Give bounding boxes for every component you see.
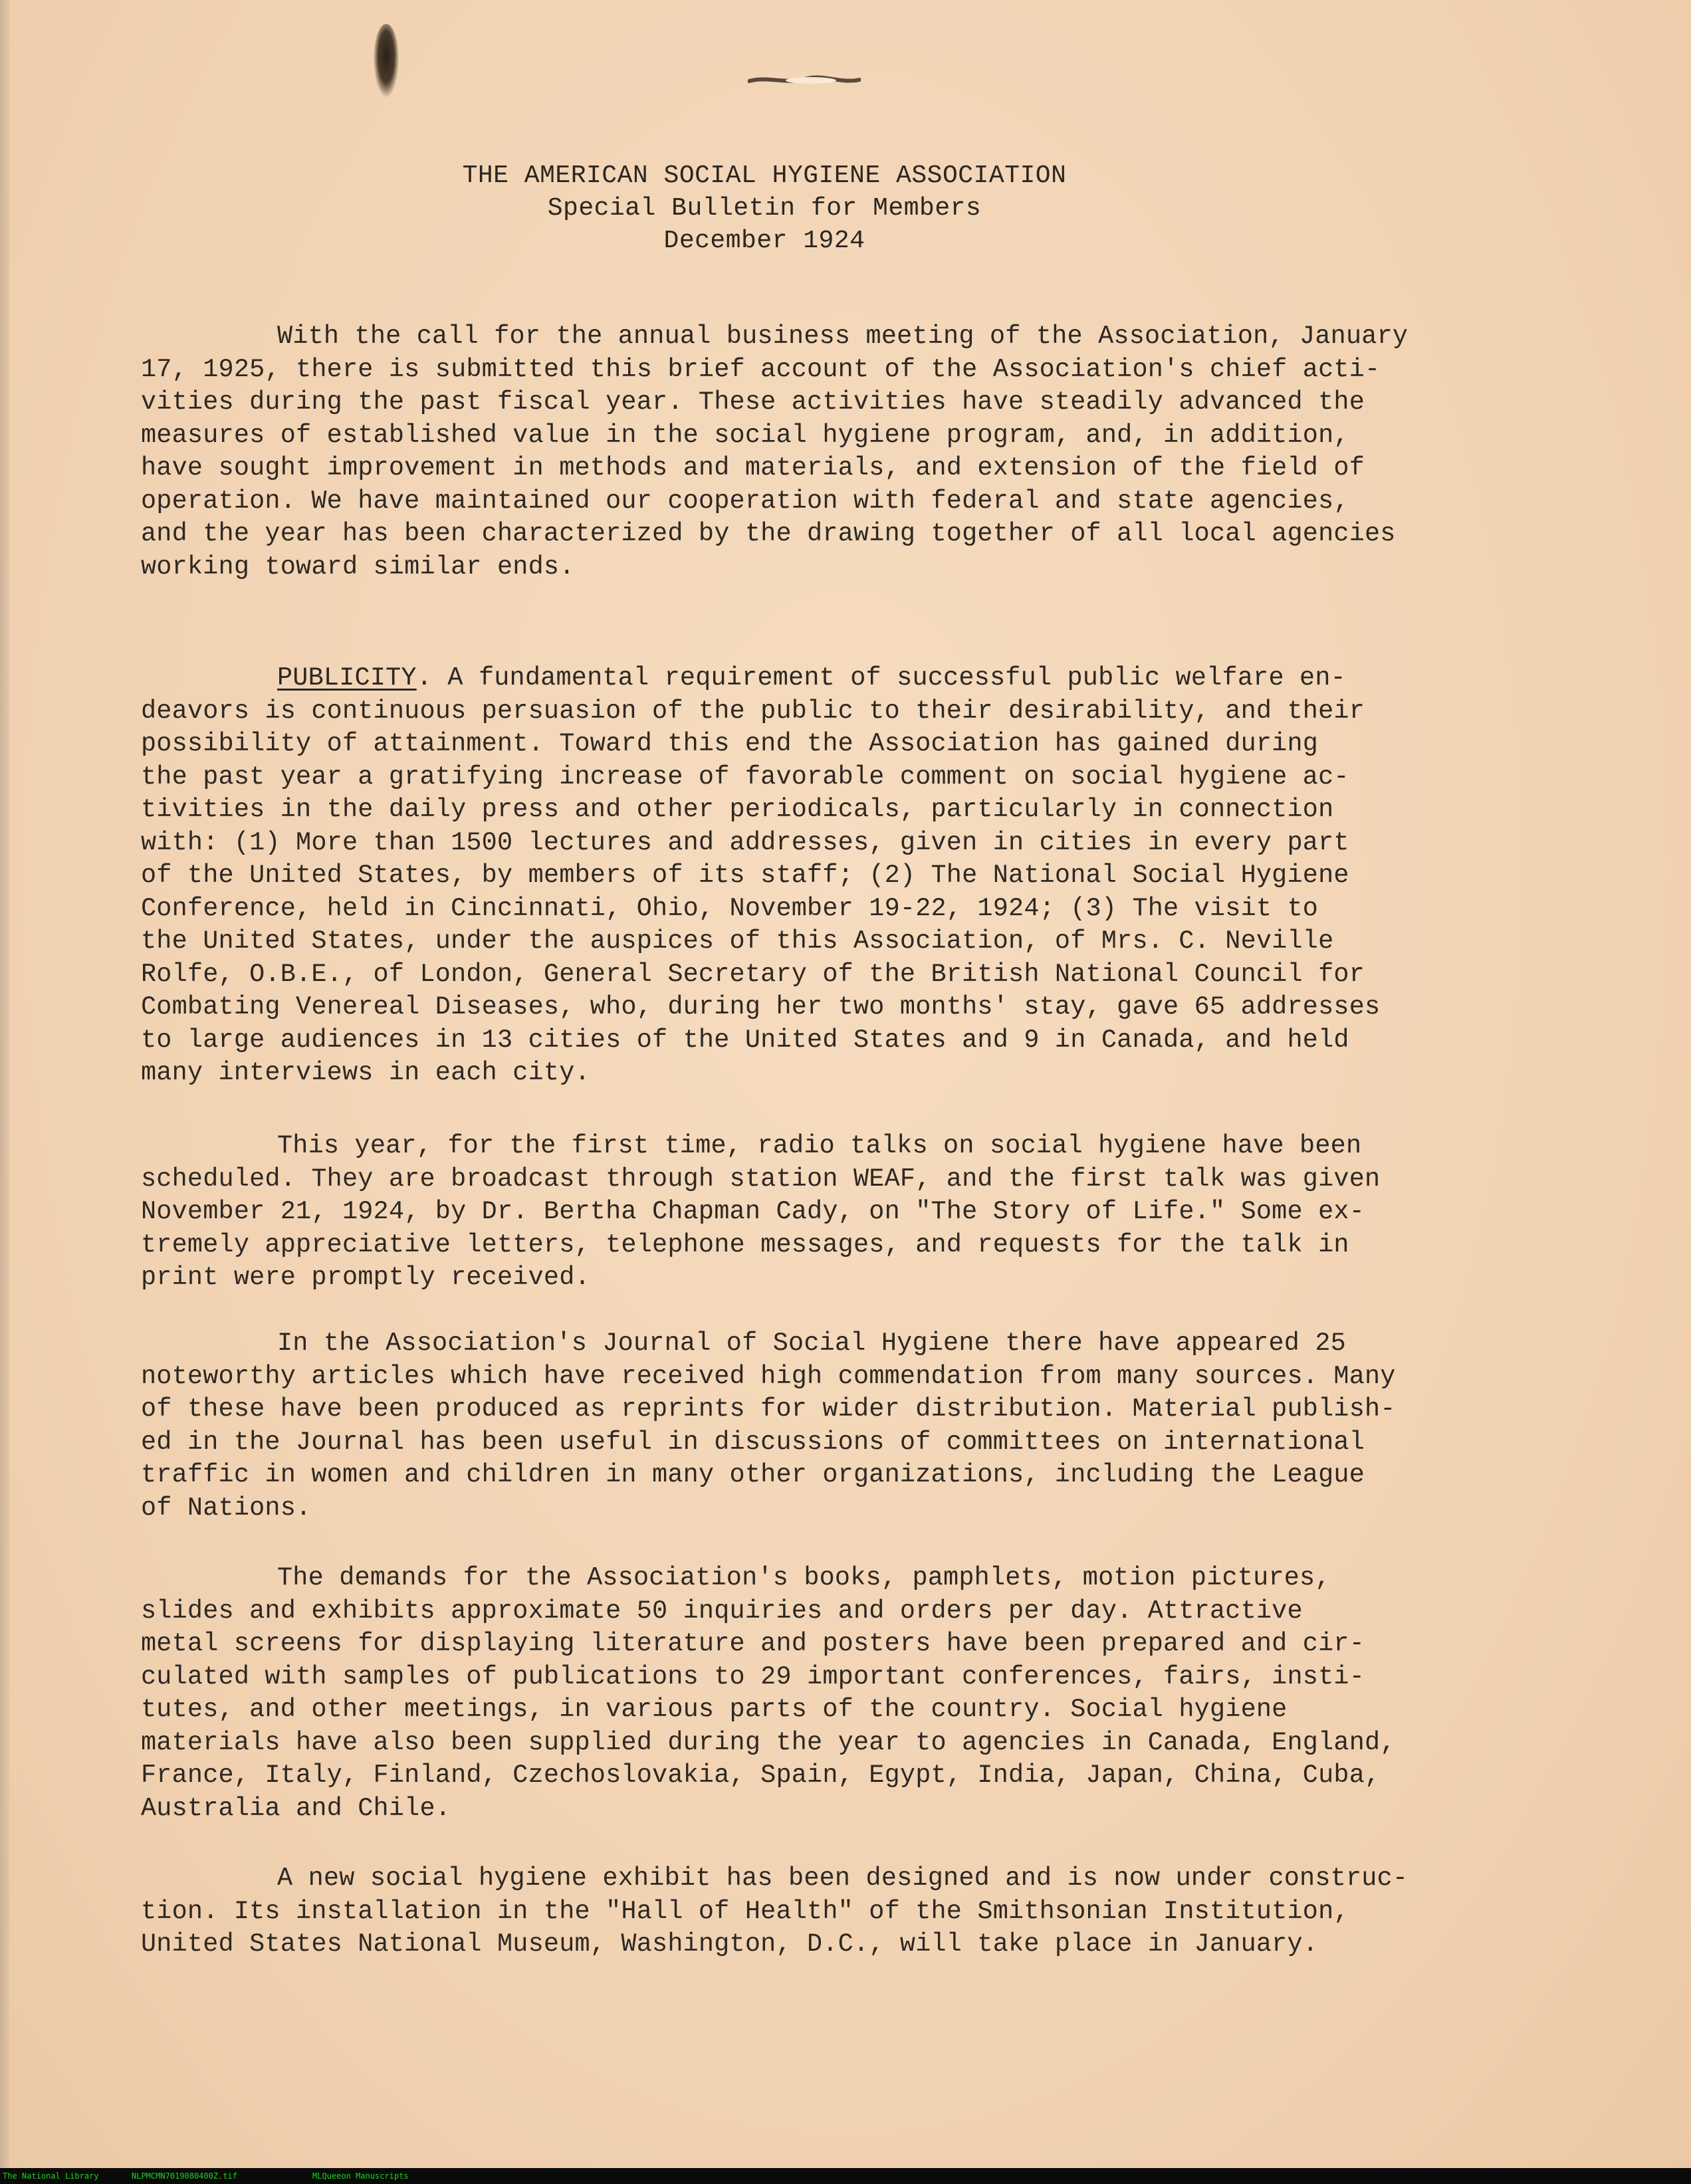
- text-line: tivities in the daily press and other periodicals, particularly in connection: [141, 795, 1334, 824]
- text-line: 17, 1925, there is submitted this brief account of the Association's chief acti-: [141, 354, 1381, 384]
- text-line: Conference, held in Cincinnati, Ohio, November 19-22, 1924; (3) The visit to: [141, 893, 1319, 923]
- text-line: operation. We have maintained our cooperation with federal and state agencies,: [141, 486, 1349, 516]
- text-line: With the call for the annual business meeting of the Association, January: [277, 322, 1409, 351]
- text-line: slides and exhibits approximate 50 inquiries and orders per day. Attractive: [141, 1596, 1303, 1626]
- text-line: of these have been produced as reprints for wider distribution. Material publish-: [141, 1394, 1396, 1424]
- text-line: The demands for the Association's books, pamphlets, motion pictures,: [277, 1563, 1331, 1592]
- text-line: materials have also been supplied during the year to agencies in Canada, England,: [141, 1727, 1396, 1757]
- text-line: A new social hygiene exhibit has been designed and is now under construc-: [277, 1864, 1409, 1893]
- text-line: have sought improvement in methods and materials, and extension of the field of: [141, 453, 1365, 483]
- radio-paragraph: [141, 1130, 1510, 1295]
- paper-edge: [0, 0, 9, 2168]
- text-line: of the United States, by members of its staff; (2) The National Social Hygiene: [141, 861, 1349, 890]
- text-fragment: . A fundamental requirement of successful public welfare en-: [416, 663, 1346, 693]
- text-line: and the year has been characterized by the drawing together of all local agencies: [141, 519, 1396, 548]
- staple-hole: [748, 73, 861, 88]
- text-line: tutes, and other meetings, in various parts of the country. Social hygiene: [141, 1695, 1288, 1724]
- publicity-first-line: [141, 662, 1510, 695]
- text-line: In the Association's Journal of Social Hygiene there have appeared 25: [277, 1329, 1346, 1358]
- text-line: the United States, under the auspices of this Association, of Mrs. C. Neville: [141, 927, 1334, 956]
- org-title: THE AMERICAN SOCIAL HYGIENE ASSOCIATION: [462, 162, 1067, 190]
- journal-paragraph: [141, 1327, 1510, 1525]
- letterhead: [0, 160, 1529, 257]
- footer-library: The National Library: [3, 2171, 99, 2181]
- text-line: with: (1) More than 1500 lectures and addresses, given in cities in every part: [141, 827, 1349, 857]
- text-line: working toward similar ends.: [141, 552, 575, 582]
- text-line: print were promptly received.: [141, 1263, 590, 1292]
- text-line: France, Italy, Finland, Czechoslovakia, Spain, Egypt, India, Japan, China, Cuba,: [141, 1761, 1381, 1790]
- text-line: Australia and Chile.: [141, 1793, 451, 1823]
- text-line: noteworthy articles which have received high commendation from many sources. Many: [141, 1361, 1396, 1391]
- text-line: ed in the Journal has been useful in discussions of committees on international: [141, 1427, 1365, 1457]
- bulletin-title: Special Bulletin for Members: [547, 194, 982, 223]
- ink-stain: [374, 24, 399, 97]
- text-line: November 21, 1924, by Dr. Bertha Chapman Cady, on "The Story of Life." Some ex-: [141, 1197, 1365, 1226]
- text-line: measures of established value in the social hygiene program, and, in addition,: [141, 420, 1349, 450]
- demands-paragraph: [141, 1562, 1510, 1825]
- footer-collection: MLQueeon Manuscripts: [312, 2171, 409, 2181]
- text-line: many interviews in each city.: [141, 1058, 590, 1087]
- text-line: vities during the past fiscal year. These activities have steadily advanced the: [141, 387, 1365, 417]
- text-line: traffic in women and children in many other organizations, including the League: [141, 1460, 1365, 1489]
- text-line: scheduled. They are broadcast through station WEAF, and the first talk was given: [141, 1164, 1381, 1194]
- text-line: metal screens for displaying literature and posters have been prepared and cir-: [141, 1629, 1365, 1658]
- text-line: Rolfe, O.B.E., of London, General Secretary of the British National Council for: [141, 959, 1365, 989]
- text-line: tremely appreciative letters, telephone messages, and requests for the talk in: [141, 1230, 1349, 1259]
- text-line: Combating Venereal Diseases, who, during her two months' stay, gave 65 addresses: [141, 992, 1381, 1022]
- text-line: the past year a gratifying increase of favorable comment on social hygiene ac-: [141, 762, 1349, 792]
- intro-paragraph: [141, 320, 1510, 584]
- text-line: to large audiences in 13 cities of the United States and 9 in Canada, and held: [141, 1025, 1349, 1055]
- publicity-heading: PUBLICITY: [277, 663, 417, 693]
- exhibit-paragraph: [141, 1862, 1510, 1961]
- footer-filename: NLPMCMN7019080400Z.tif: [132, 2171, 237, 2181]
- text-line: tion. Its installation in the "Hall of Health" of the Smithsonian Institution,: [141, 1896, 1349, 1926]
- text-line: This year, for the first time, radio talks on social hygiene have been: [277, 1131, 1362, 1160]
- publicity-paragraph: [141, 662, 1510, 1090]
- text-line: United States National Museum, Washington, D.C., will take place in January.: [141, 1929, 1319, 1959]
- text-line: deavors is continuous persuasion of the public to their desirability, and their: [141, 696, 1365, 726]
- text-line: of Nations.: [141, 1493, 312, 1523]
- bulletin-date: December 1924: [663, 227, 865, 255]
- text-line: possibility of attainment. Toward this end the Association has gained during: [141, 729, 1319, 758]
- text-line: culated with samples of publications to 29 important conferences, fairs, insti-: [141, 1662, 1365, 1692]
- scan-footer-bar: [0, 2168, 1691, 2184]
